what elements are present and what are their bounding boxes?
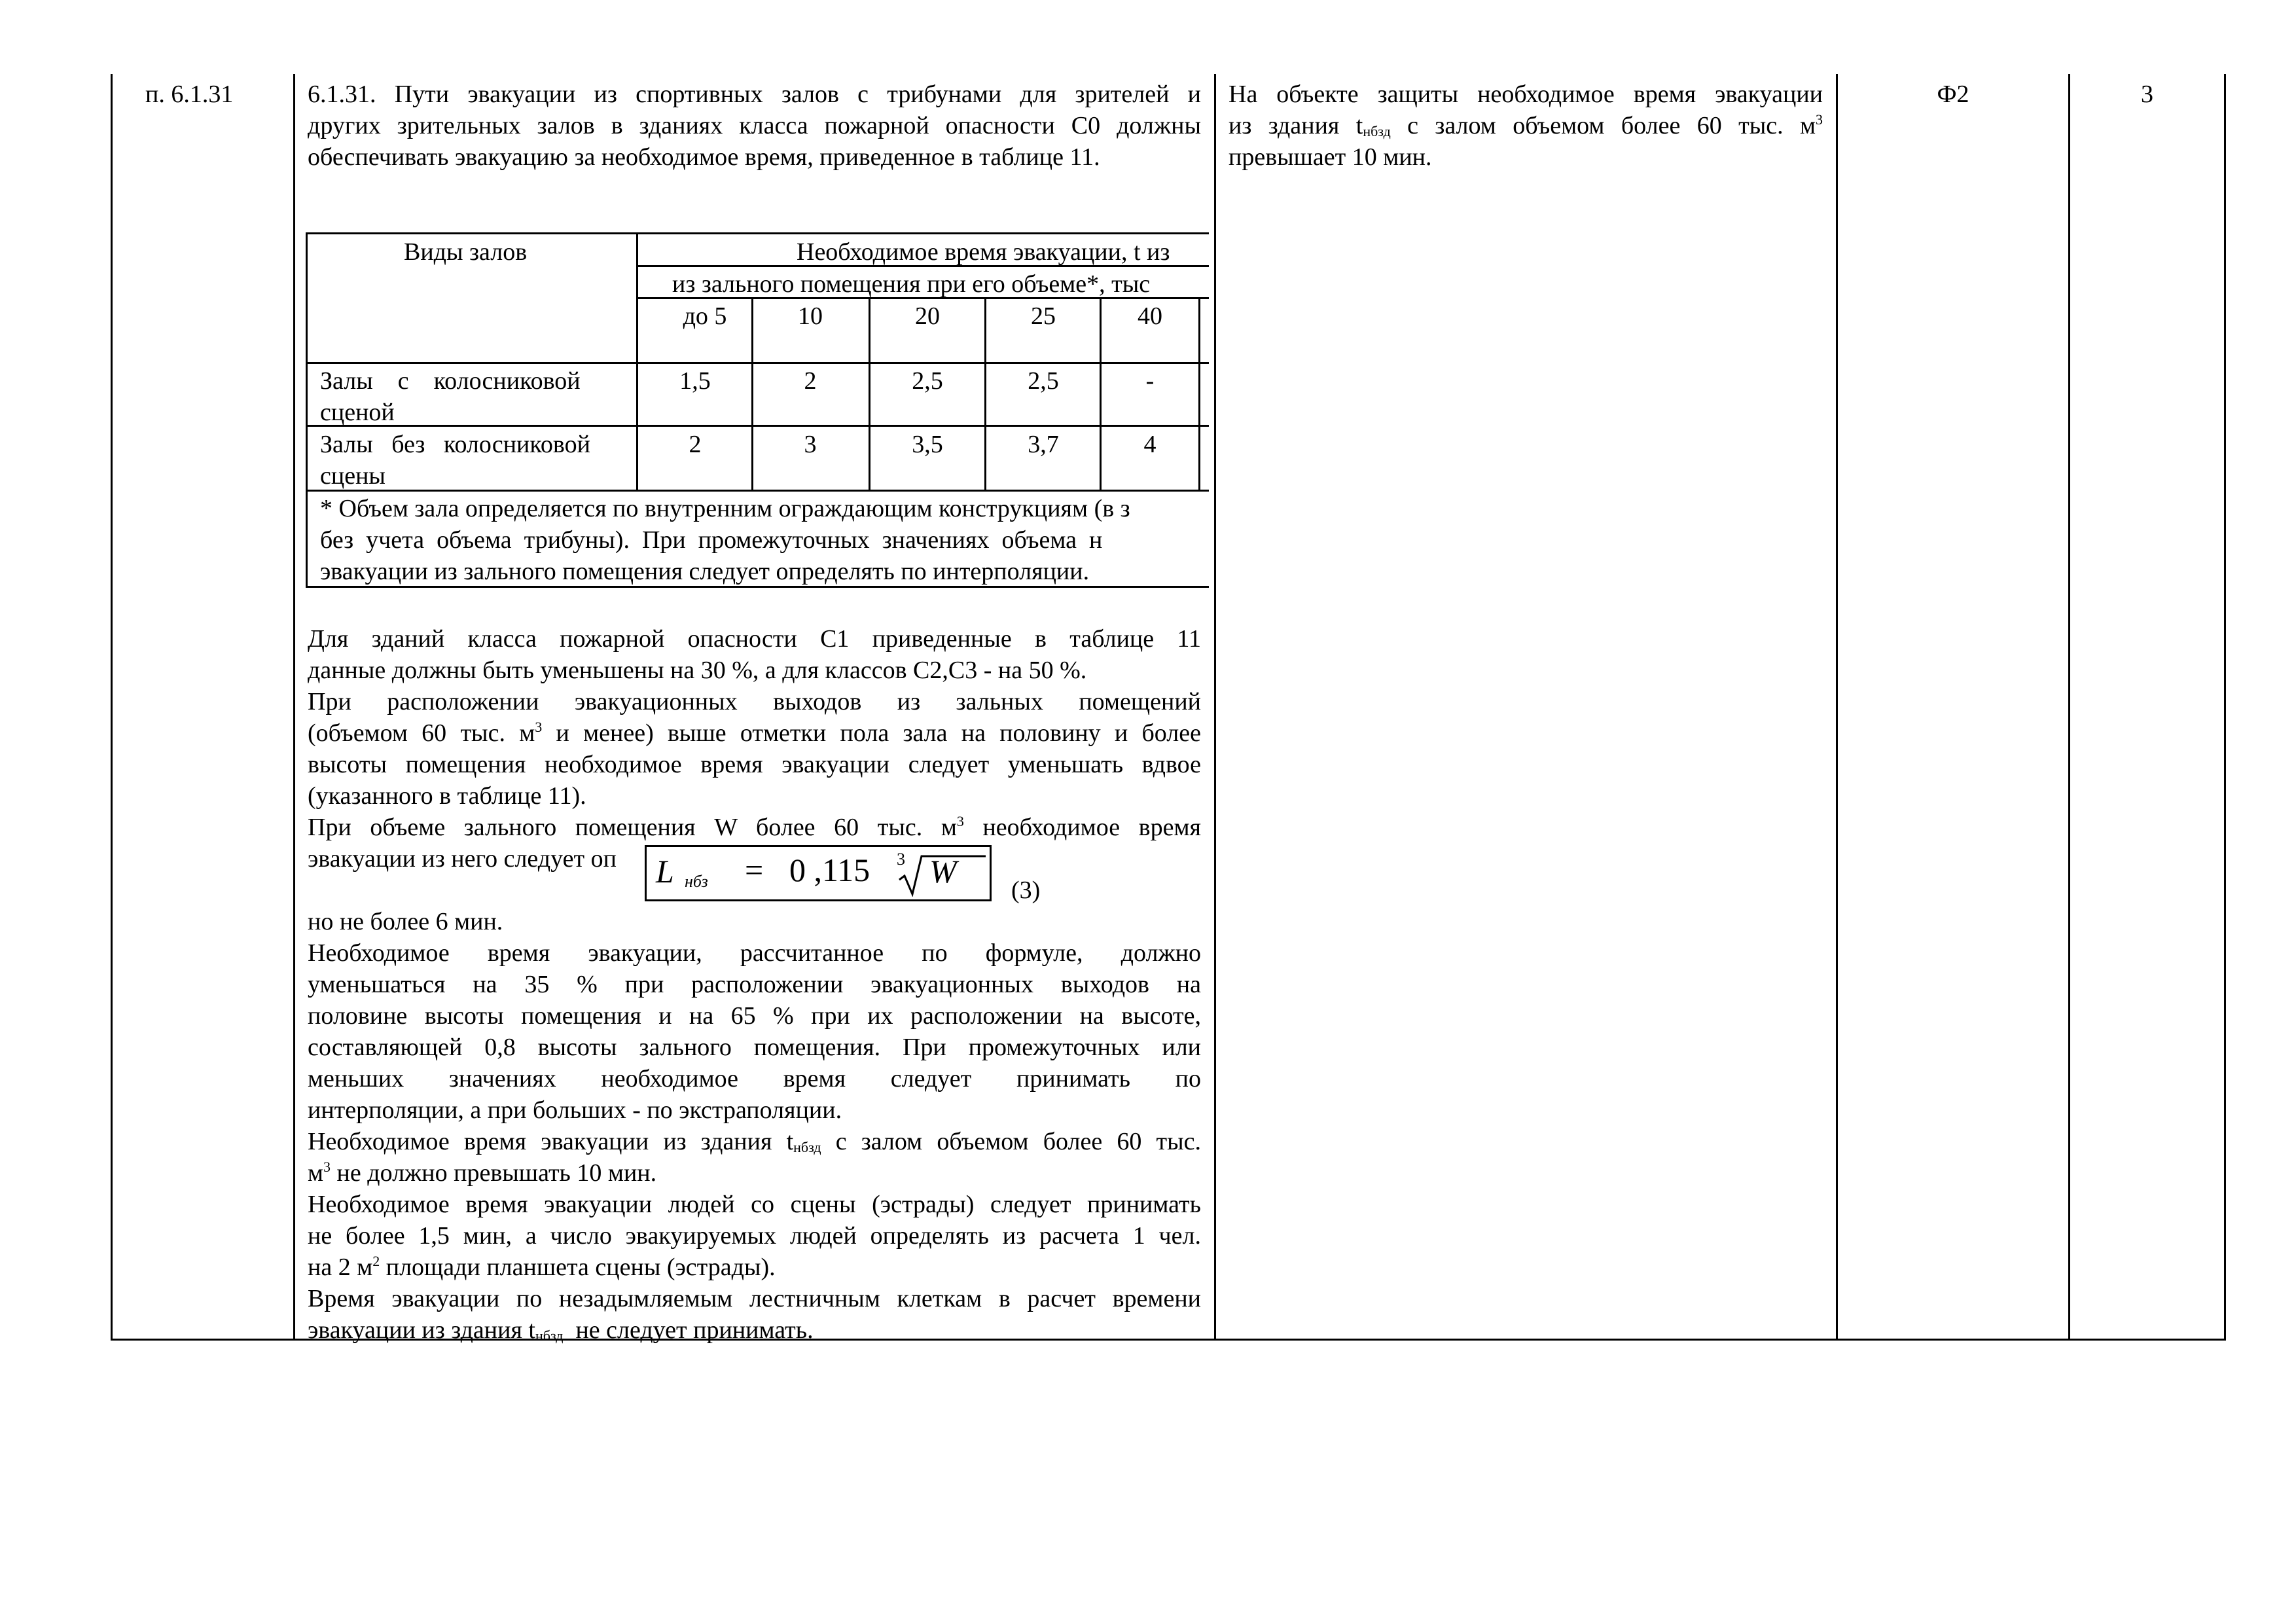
body-p5-line2 [308,1157,1201,1189]
t11-left-border [306,232,308,588]
p5-line1-a: Необходимое время эвакуации из здания t [308,1128,794,1155]
body-p4-line1: Необходимое время эвакуации, рассчитанное по формуле, должно [308,939,1201,967]
t11-body-bottom [306,490,1209,492]
t11-col-divider-4 [1100,297,1102,492]
violation-line2-sup: 3 [1816,111,1823,128]
body-p7-line2 [308,1314,1201,1352]
formula-number: (3) [1011,876,1041,904]
violation-line-1: На объекте защиты необходимое время эвакуации [1229,81,1823,108]
column-divider-4 [2068,74,2070,1341]
p2-line2-a: (объемом 60 тыс. м [308,719,535,747]
p2-line2-b: и менее) выше отметки пола зала на половину и более [542,719,1201,747]
t11-col-divider-5 [1198,297,1200,492]
t11-footnote-line-2: без учета объема трибуны). При промежуточных значениях объема н [320,526,1103,554]
t11-volume-40: 40 [1138,302,1162,330]
t11-header-line-1: Необходимое время эвакуации, t из [797,238,1170,266]
formula-lhs: L [656,853,674,890]
table-11 [306,232,1209,587]
t11-footnote-line-3: эвакуации из зального помещения следует определять по интерполяции. [320,558,1090,585]
t11-volume-25: 25 [1031,302,1056,330]
table-border-left [111,74,113,1341]
table-border-right [2224,74,2226,1341]
p5-line2-b: не должно превышать 10 мин. [331,1159,657,1187]
violation-line2-a: из здания t [1229,112,1363,139]
p6-line3-sup: 2 [372,1253,380,1269]
t11-row2-val-4: 3,7 [1028,431,1059,458]
t11-row2-name-line1: Залы без колосниковой [320,431,590,458]
p5-line2-a: м [308,1159,324,1187]
body-p2-line1: При расположении эвакуационных выходов из зальных помещений [308,688,1201,715]
code-cell: Ф2 [1937,81,1969,108]
count-cell: 3 [2141,81,2153,108]
p2-line2-sup: 3 [535,719,543,735]
t11-row1-name-line1: Залы с колосниковой [320,367,581,395]
violation-line2-sub: нбзд [1363,123,1391,139]
t11-row2-val-2: 3 [804,431,817,458]
body-p3-line3: но не более 6 мин. [308,908,503,935]
t11-row2-name-line2: сцены [320,462,386,490]
requirement-line-1: 6.1.31. Пути эвакуации из спортивных залов с трибунами для зрителей и [308,81,1201,108]
body-p7-line1: Время эвакуации по незадымляемым лестничным клеткам в расчет времени [308,1285,1201,1312]
t11-col-divider-2 [869,297,870,492]
p3-line1-a: При объеме зального помещения W более 60 тыс. м [308,814,957,841]
t11-row1-name-line2: сценой [320,399,395,426]
violation-line-3: превышает 10 мин. [1229,143,1432,171]
t11-row1-val-5: - [1145,367,1155,395]
clause-reference: п. 6.1.31 [145,81,234,108]
body-p4-line5: меньших значениях необходимое время следует принимать по [308,1065,1201,1092]
formula-equals: = [745,852,764,888]
body-p6-line3 [308,1252,1201,1283]
body-p4-line4: составляющей 0,8 высоты зального помещения. При промежуточных или [308,1034,1201,1061]
body-p4-line6: интерполяции, а при больших - по экстраполяции. [308,1096,842,1124]
t11-header-line-2: из зального помещения при его объеме*, тыс [672,270,1151,298]
t11-row-divider [306,425,1209,427]
t11-volume-10: 10 [798,302,823,330]
body-p6-line2: не более 1,5 мин, а число эвакуируемых людей определять из расчета 1 чел. [308,1222,1201,1250]
p6-line3-a: на 2 м [308,1254,373,1281]
column-divider-2 [1214,74,1216,1341]
violation-line2-b: с залом объемом более 60 тыс. м [1390,112,1816,139]
t11-row1-val-1: 1,5 [679,367,711,395]
t11-col-divider-name [636,232,638,492]
t11-volume-5: до 5 [683,302,727,330]
body-p6-line1: Необходимое время эвакуации людей со сцены (эстрады) следует принимать [308,1191,1201,1218]
body-p2-line3: высоты помещения необходимое время эвакуации следует уменьшать вдвое [308,751,1201,778]
t11-row1-val-2: 2 [804,367,817,395]
body-p1-line1: Для зданий класса пожарной опасности С1 приведенные в таблице 11 [308,625,1201,653]
t11-row1-val-4: 2,5 [1028,367,1059,395]
formula-box [645,845,992,901]
p7-line2-sub: нбзд [535,1327,564,1344]
t11-header-bottom [306,362,1209,364]
requirement-line-2: других зрительных залов в зданиях класса пожарной опасности С0 должны [308,112,1201,139]
t11-row1-val-3: 2,5 [912,367,943,395]
t11-row2-val-5: 4 [1143,431,1157,458]
p5-line1-b: с залом объемом более 60 тыс. [821,1128,1201,1155]
p7-line2-a: эвакуации из здания t [308,1316,535,1344]
body-p2-line2 [308,717,1201,749]
p6-line3-b: площади планшета сцены (эстрады). [380,1254,776,1281]
t11-row2-val-1: 2 [689,431,702,458]
requirement-line-3: обеспечивать эвакуацию за необходимое время, приведенное в таблице 11. [308,143,1100,171]
body-p3-line2: эвакуации из него следует оп [308,845,617,873]
t11-top-border [306,232,1209,234]
formula-coefficient: 0 ,115 [789,852,870,888]
column-divider-3 [1836,74,1838,1341]
body-p2-line4: (указанного в таблице 11). [308,782,586,810]
t11-volume-20: 20 [915,302,940,330]
body-p4-line2: уменьшаться на 35 % при расположении эвакуационных выходов на [308,971,1201,998]
p5-line2-sup: 3 [323,1159,331,1175]
t11-row2-val-3: 3,5 [912,431,943,458]
formula-root-index: 3 [897,850,905,869]
t11-footnote-line-1: * Объем зала определяется по внутренним ограждающим конструкциям (в з [320,495,1130,522]
p3-line1-b: необходимое время [963,814,1201,841]
body-p1-line2: данные должны быть уменьшены на 30 %, а для классов С2,С3 - на 50 %. [308,657,1087,684]
formula-radicand: W [929,853,957,890]
formula-lhs-sub: нбз [685,872,708,891]
t11-col-divider-1 [751,297,753,492]
body-p3-line1 [308,812,1201,843]
t11-col-divider-3 [984,297,986,492]
p7-line2-b: не следует принимать. [563,1316,814,1344]
p5-line1-sub: нбзд [793,1139,821,1155]
column-divider-1 [293,74,295,1341]
body-p4-line3: половине высоты помещения и на 65 % при их расположении на высоте, [308,1002,1201,1030]
p3-line1-sup: 3 [956,813,964,829]
t11-col1-header: Виды залов [404,238,528,266]
